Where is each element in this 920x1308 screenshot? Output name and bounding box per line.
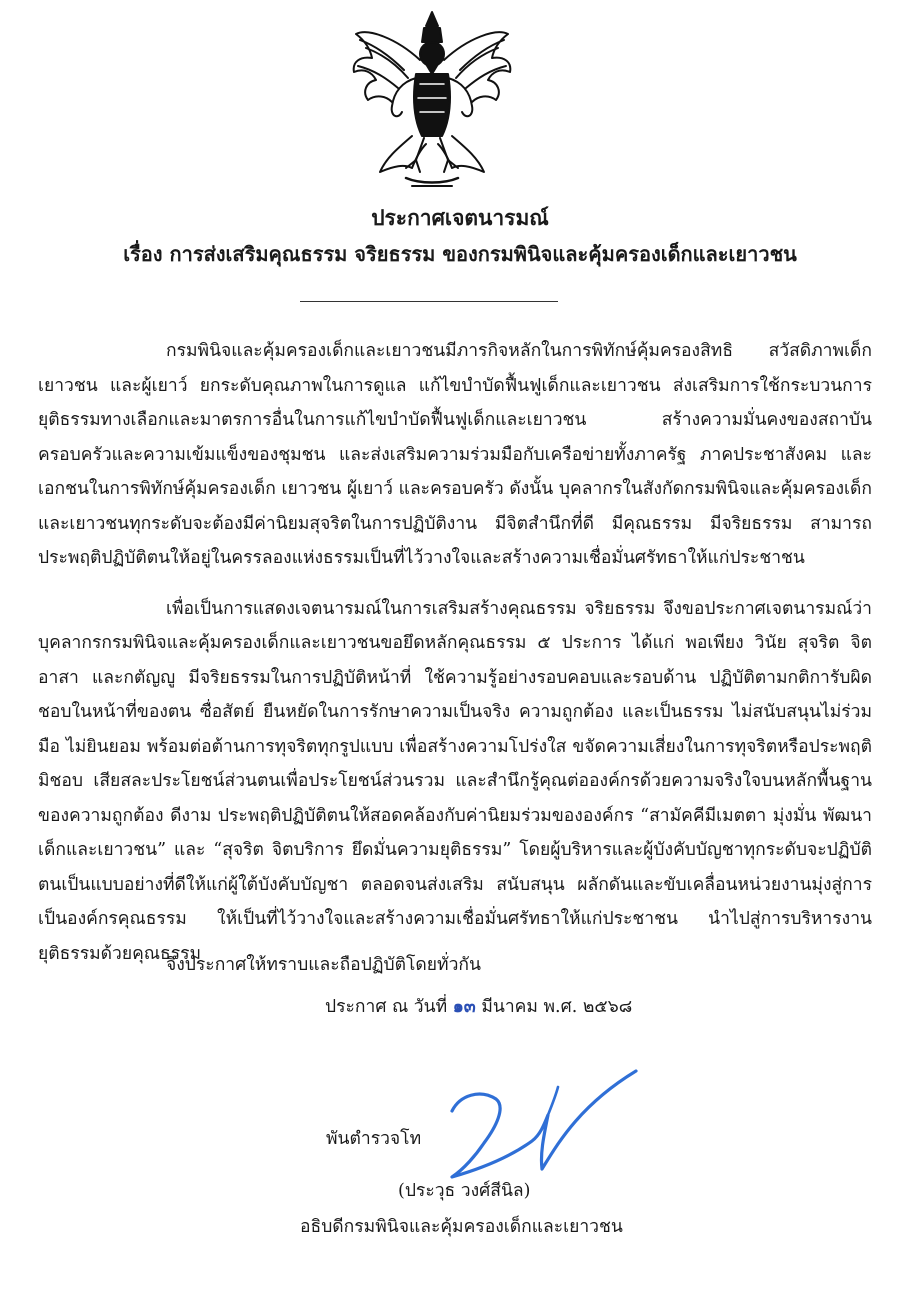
- document-subject: เรื่อง การส่งเสริมคุณธรรม จริยธรรม ของกรมพินิจและคุ้มครองเด็กและเยาวชน: [123, 242, 797, 266]
- signatory-position: อธิบดีกรมพินิจและคุ้มครองเด็กและเยาวชน: [300, 1217, 623, 1237]
- closing-statement: จึงประกาศให้ทราบและถือปฏิบัติโดยทั่วกัน: [166, 955, 481, 975]
- body-paragraph-2: เพื่อเป็นการแสดงเจตนารมณ์ในการเสริมสร้างคุณธรรม จริยธรรม จึงขอประกาศเจตนารมณ์ว่า บุคลากรกรมพินิจและคุ้มครองเด็กและเยาวชนขอยึดหลักคุณธรรม ๕ ประการ ได้แก่ พอเพียง วินัย สุจริต จิตอาสา และกตัญญู มีจริยธรรมในการปฏิบัติหน้าที่ ใช้ความรู้อย่างรอบคอบและรอบด้าน ปฏิบัติตามกติการับผิดชอบในหน้าที่ของตน ซื่อสัตย์ ยืนหยัดในการรักษาความเป็นจริง ความถูกต้อง และเป็นธรรม ไม่สนับสนุนไม่ร่วมมือ ไม่ยินยอม พร้อมต่อต้านการทุจริตทุกรูปแบบ เพื่อสร้างความโปร่งใส ขจัดความเสี่ยงในการทุจริตหรือประพฤติมิชอบ เสียสละประโยชน์ส่วนตนเพื่อประโยชน์ส่วนรวม และสำนึกรู้คุณต่อองค์กรด้วยความจริงใจบนหลักพื้นฐานของความถูกต้อง ดีงาม ประพฤติปฏิบัติตนให้สอดคล้องกับค่านิยมร่วมขององค์กร “สามัคคีมีเมตตา มุ่งมั่น พัฒนาเด็กและเยาวชน” และ “สุจริต จิตบริการ ยึดมั่นความยุติธรรม” โดยผู้บริหารและผู้บังคับบัญชาทุกระดับจะปฏิบัติตนเป็นแบบอย่างที่ดีให้แก่ผู้ใต้บังคับบัญชา ตลอดจนส่งเสริม สนับสนุน ผลักดันและขับเคลื่อนหน่วยงานมุ่งสู่การเป็นองค์กรคุณธรรม ให้เป็นที่ไว้วางใจและสร้างความเชื่อมั่นศรัทธาให้แก่ประชาชน นำไปสู่การบริหารงานยุติธรรมด้วยคุณธรรม: [38, 598, 872, 964]
- date-line: [325, 990, 632, 1024]
- garuda-emblem-icon: [346, 8, 518, 190]
- body-paragraph-1: กรมพินิจและคุ้มครองเด็กและเยาวชนมีภารกิจหลักในการพิทักษ์คุ้มครองสิทธิ สวัสดิภาพเด็ก เยาวชน และผู้เยาว์ ยกระดับคุณภาพในการดูแล แก้ไขบำบัดฟื้นฟูเด็กและเยาวชน ส่งเสริมการใช้กระบวนการยุติธรรมทางเลือกและมาตรการอื่นในการแก้ไขบำบัดฟื้นฟูเด็กและเยาวชน สร้างความมั่นคงของสถาบันครอบครัวและความเข้มแข็งของชุมชน และส่งเสริมความร่วมมือกับเครือข่ายทั้งภาครัฐ ภาคประชาสังคม และเอกชนในการพิทักษ์คุ้มครองเด็ก เยาวชน ผู้เยาว์ และครอบครัว ดังนั้น บุคลากรในสังกัดกรมพินิจและคุ้มครองเด็กและเยาวชนทุกระดับจะต้องมีค่านิยมสุจริตในการปฏิบัติงาน มีจิตสำนึกที่ดี มีคุณธรรม มีจริยธรรม สามารถประพฤติปฏิบัติตนให้อยู่ในครรลองแห่งธรรมเป็นที่ไว้วางใจและสร้างความเชื่อมั่นศรัทธาให้แก่ประชาชน: [38, 341, 872, 568]
- date-prefix: ประกาศ ณ วันที่: [325, 997, 448, 1017]
- date-day: ๑๓: [452, 997, 476, 1017]
- document-body: [38, 334, 872, 971]
- signatory-name: (ประวุธ วงศ์สีนิล): [398, 1181, 531, 1201]
- document-heading: [0, 200, 920, 272]
- date-month-year: มีนาคม พ.ศ. ๒๕๖๘: [481, 997, 633, 1017]
- heading-divider: [300, 301, 558, 302]
- document-title: ประกาศเจตนารมณ์: [371, 205, 549, 230]
- handwritten-signature: [440, 1065, 640, 1185]
- signatory-rank: พันตำรวจโท: [326, 1129, 422, 1149]
